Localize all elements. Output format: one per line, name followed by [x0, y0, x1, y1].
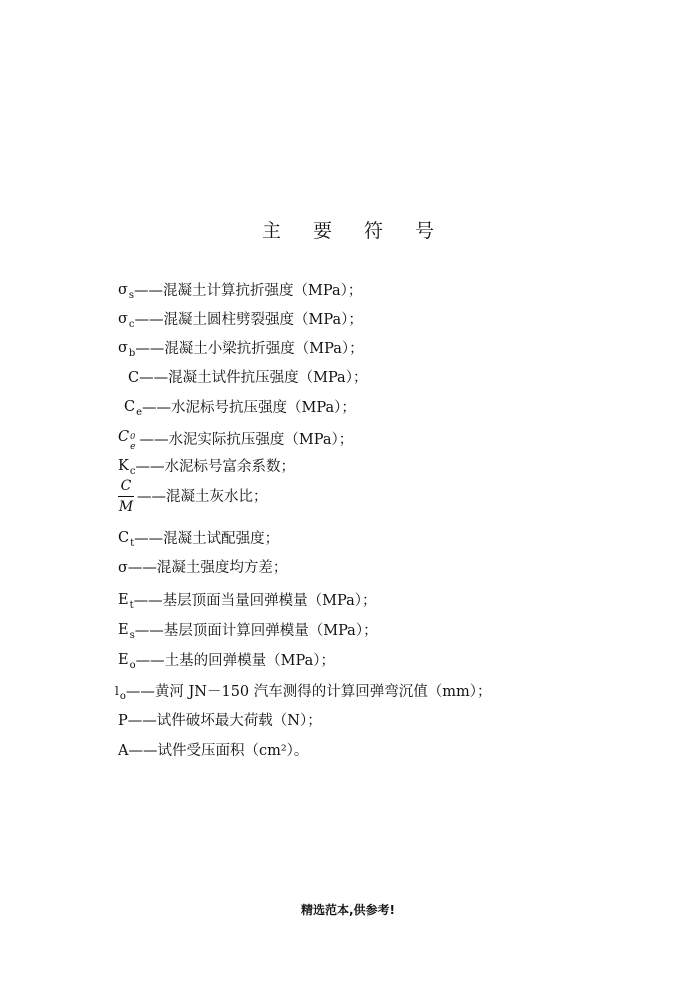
symbol: l o — [115, 684, 126, 702]
symbol-row — [118, 741, 308, 761]
symbol-description: ——混凝土强度均方差； — [127, 560, 288, 576]
symbol: A — [118, 743, 129, 759]
symbol: C t — [118, 530, 135, 549]
symbol-description: ——基层顶面当量回弹模量（MPa）； — [133, 593, 377, 609]
symbol-row — [118, 711, 322, 731]
symbol-description: ——混凝土圆柱劈裂强度（MPa）； — [134, 312, 363, 328]
symbol: C 0 e — [118, 429, 136, 452]
symbol-row — [118, 456, 295, 478]
symbol-row — [118, 558, 287, 578]
symbol-row — [118, 427, 353, 452]
symbol-description: ——黄河 JN－150 汽车测得的计算回弹弯沉值（mm）； — [125, 684, 492, 700]
symbol: C — [128, 370, 140, 386]
symbol-description: ——混凝土试件抗压强度（MPa）； — [139, 370, 368, 386]
fraction-symbol: $\frac{C}{M}$ — [118, 478, 134, 515]
symbol-description: ——试件受压面积（cm²）。 — [128, 743, 309, 759]
symbol-row — [118, 590, 376, 612]
symbol-row — [124, 397, 356, 419]
symbol-row — [118, 620, 378, 642]
page-title: 主 要 符 号 — [261, 220, 448, 242]
symbol-description: ——混凝土计算抗折强度（MPa）； — [134, 283, 363, 299]
symbol: E s — [118, 622, 135, 641]
symbol: σ b — [118, 340, 136, 359]
symbol-description: ——土基的回弹模量（MPa）； — [135, 653, 335, 669]
symbol-row — [118, 478, 268, 515]
symbol-description: ——基层顶面计算回弹模量（MPa）； — [134, 623, 378, 639]
symbol: E t — [118, 592, 134, 611]
symbol-description: ——水泥标号抗压强度（MPa）； — [142, 400, 356, 416]
symbol-row — [118, 280, 362, 302]
symbol-row — [128, 368, 367, 388]
symbol-row — [115, 681, 492, 703]
symbol-description: ——混凝土灰水比； — [137, 488, 268, 505]
symbol-description: ——水泥实际抗压强度（MPa）； — [139, 431, 354, 448]
symbol: σ c — [118, 311, 135, 330]
symbol: P — [118, 713, 128, 729]
symbol: K c — [118, 458, 136, 477]
symbol-description: ——水泥标号富余系数； — [135, 459, 295, 475]
symbol-row — [118, 309, 363, 331]
symbol-row — [118, 338, 364, 360]
symbol: E o — [118, 652, 136, 671]
symbol-description: ——试件破坏最大荷载（N）； — [127, 713, 322, 729]
symbol: σ s — [118, 282, 135, 301]
symbol-row — [118, 528, 279, 550]
symbol-row — [118, 650, 335, 672]
symbol: C e — [124, 399, 143, 418]
symbol-description: ——混凝土小梁抗折强度（MPa）； — [135, 341, 364, 357]
page-footer: 精选范本,供参考! — [300, 903, 396, 917]
symbol: σ — [118, 560, 128, 576]
symbol-description: ——混凝土试配强度； — [134, 531, 280, 547]
